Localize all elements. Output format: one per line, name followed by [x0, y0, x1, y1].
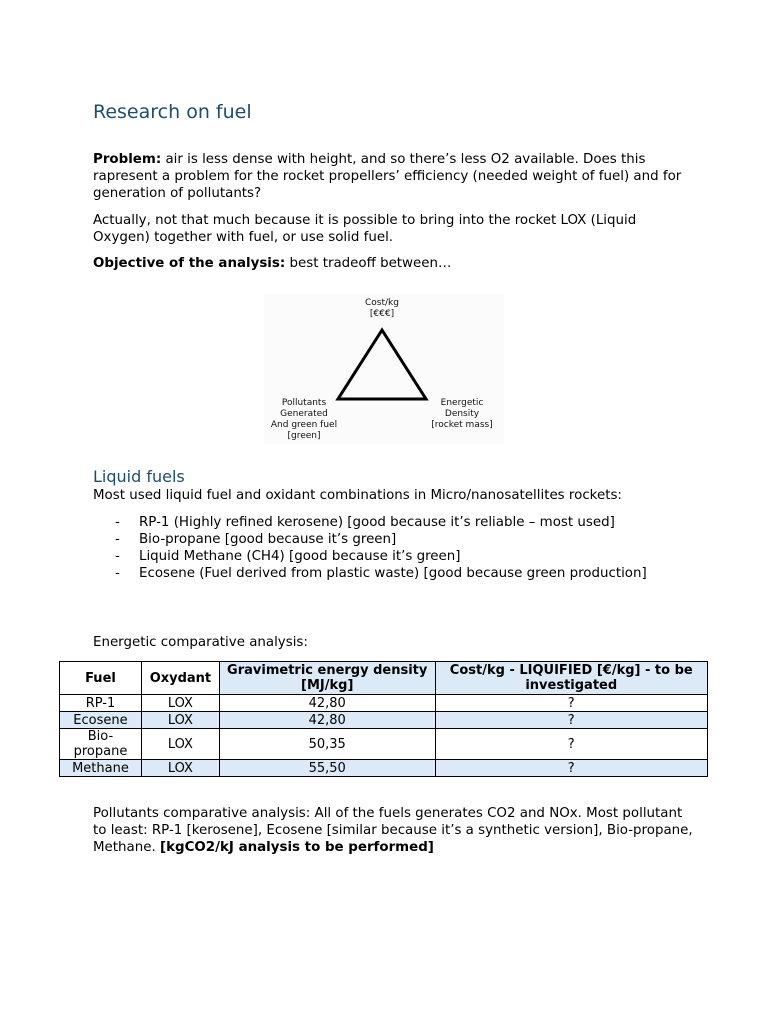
energetic-analysis-label: Energetic comparative analysis: [93, 635, 308, 650]
cell-oxydant: LOX [141, 695, 219, 712]
table-row [60, 712, 708, 729]
list-item-text: Liquid Methane (CH4) [good because it’s green] [139, 549, 461, 564]
header-fuel: Fuel [60, 662, 142, 695]
pollutants-label-line2: Generated [280, 409, 328, 419]
cell-cost: ? [435, 760, 707, 777]
objective-paragraph [93, 255, 693, 272]
cell-fuel: Methane [60, 760, 142, 777]
cell-oxydant: LOX [141, 712, 219, 729]
objective-text: best tradeoff between… [285, 256, 452, 271]
pollutants-bold-note: [kgCO2/kJ analysis to be performed] [159, 840, 434, 855]
table-row [60, 729, 708, 760]
cell-energy: 55,50 [219, 760, 435, 777]
tradeoff-diagram [264, 294, 504, 444]
energetic-comparison-table [59, 661, 708, 777]
cell-cost: ? [435, 695, 707, 712]
pollutants-paragraph [93, 805, 693, 856]
header-energy-density: Gravimetric energy density [MJ/kg] [219, 662, 435, 695]
problem-paragraph [93, 151, 693, 202]
energetic-density-label [424, 398, 500, 431]
energetic-label-line3: [rocket mass] [431, 420, 493, 430]
cell-oxydant: LOX [141, 760, 219, 777]
problem-text: air is less dense with height, and so there’s less O2 available. Does this rapresent a problem for the rocket propellers’ efficiency (needed weight of fuel) and for generation of pollutants? [93, 152, 682, 201]
liquid-fuels-heading: Liquid fuels [93, 467, 185, 486]
pollutants-label [266, 398, 342, 442]
dash-bullet: - [115, 532, 120, 547]
cost-label [352, 298, 412, 320]
energetic-label-line2: Density [444, 409, 480, 419]
dash-bullet: - [115, 549, 120, 564]
cell-energy: 50,35 [219, 729, 435, 760]
pollutants-label-line1: Pollutants [281, 398, 327, 408]
cell-energy: 42,80 [219, 712, 435, 729]
triangle-shape [338, 330, 426, 399]
cell-cost: ? [435, 729, 707, 760]
list-item [115, 548, 675, 565]
header-cost: Cost/kg - LIQUIFIED [€/kg] - to be investigated [435, 662, 707, 695]
list-item [115, 531, 675, 548]
energetic-label-line1: Energetic [440, 398, 484, 408]
pollutants-text: Pollutants comparative analysis: All of the fuels generates CO2 and NOx. Most pollutant to least: RP-1 [kerosene], Ecosene [similar because it’s a synthetic version], Bio-propane, Methane. [93, 806, 693, 855]
cell-fuel: Ecosene [60, 712, 142, 729]
objective-label: Objective of the analysis: [93, 256, 286, 271]
table-header-row [60, 662, 708, 695]
cell-fuel: RP-1 [60, 695, 142, 712]
list-item-text: Ecosene (Fuel derived from plastic waste) [good because green production] [139, 566, 647, 581]
list-item [115, 514, 675, 531]
dash-bullet: - [115, 566, 120, 581]
problem-label: Problem: [93, 152, 162, 167]
list-item-text: RP-1 (Highly refined kerosene) [good because it’s reliable – most used] [139, 515, 615, 530]
pollutants-label-line3: And green fuel [270, 420, 338, 430]
cell-energy: 42,80 [219, 695, 435, 712]
liquid-intro: Most used liquid fuel and oxidant combinations in Micro/nanosatellites rockets: [93, 488, 622, 503]
page-title: Research on fuel [93, 101, 252, 123]
pollutants-label-line4: [green] [287, 431, 321, 441]
fuel-list [115, 514, 675, 582]
list-item [115, 565, 675, 582]
cost-label-unit: [€€€] [369, 309, 395, 319]
cell-fuel: Bio-propane [60, 729, 142, 760]
cell-oxydant: LOX [141, 729, 219, 760]
cell-cost: ? [435, 712, 707, 729]
table-row [60, 695, 708, 712]
list-item-text: Bio-propane [good because it’s green] [139, 532, 397, 547]
actually-paragraph: Actually, not that much because it is possible to bring into the rocket LOX (Liquid Oxygen) together with fuel, or use solid fuel. [93, 213, 637, 245]
table-row [60, 760, 708, 777]
header-oxydant: Oxydant [141, 662, 219, 695]
dash-bullet: - [115, 515, 120, 530]
cost-label-line: Cost/kg [365, 298, 399, 308]
